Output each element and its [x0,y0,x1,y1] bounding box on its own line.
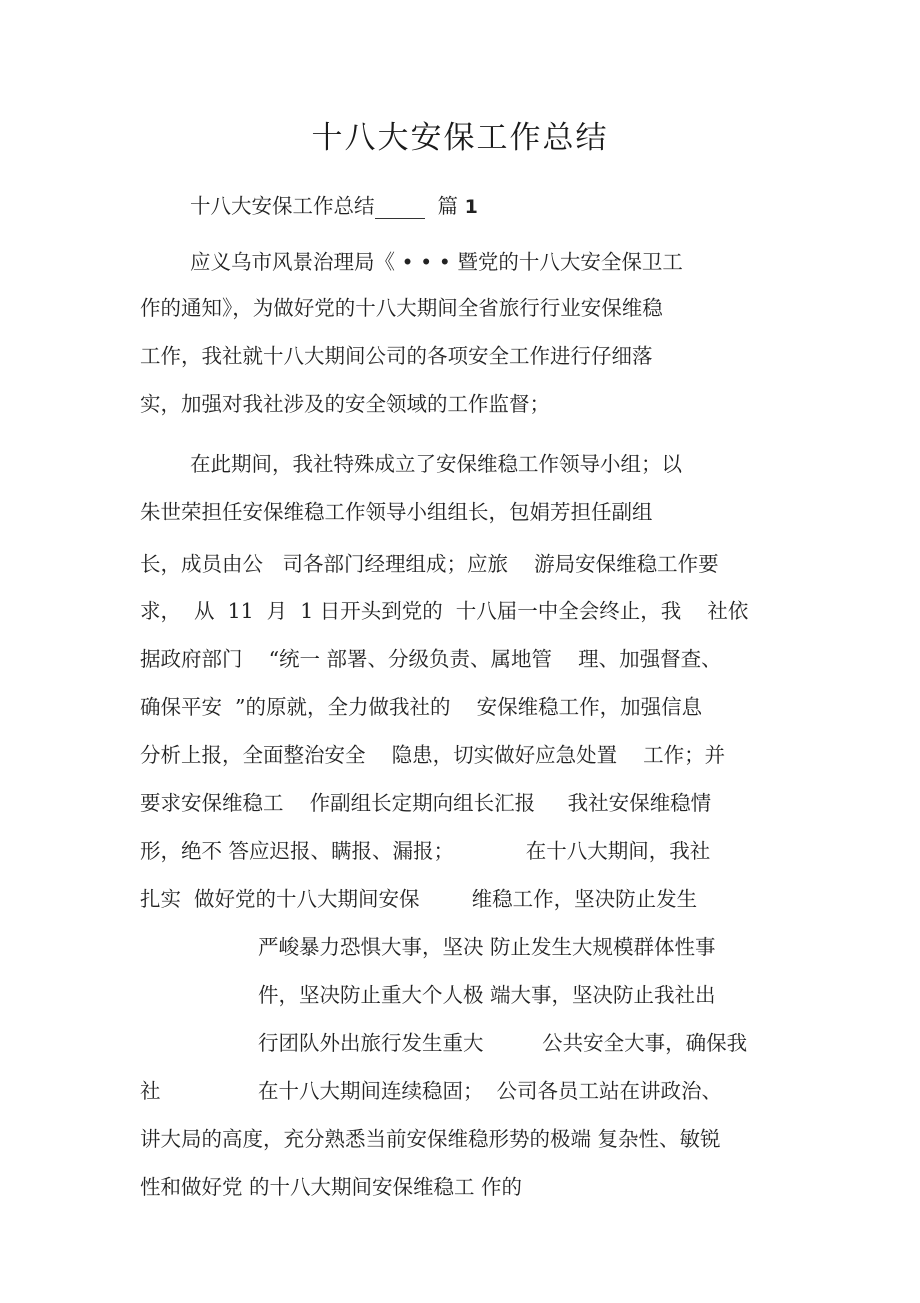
paragraph-line: 求， 从 11 月 1 日开头到党的 十八届一中全会终止，我 社依 [140,599,749,623]
paragraph-line: 要求安保维稳工 作副组长定期向组长汇报 我社安保维稳情 [140,791,712,815]
paragraph-line: 长，成员由公 司各部门经理组成；应旅 游局安保维稳工作要 [140,552,719,576]
subtitle-number: 1 [464,196,478,218]
paragraph-line: 社 [140,1079,161,1103]
paragraph-line: 确保平安 ”的原就，全力做我社的 安保维稳工作，加强信息 [140,695,703,719]
document-subtitle [190,192,478,221]
paragraph-line: 严峻暴力恐惧大事，坚决 防止发生大规模群体性事 [258,935,716,959]
paragraph-line: 应义乌市风景治理局《 • • • 暨党的十八大安全保卫工 [190,250,683,274]
paragraph-line: 在此期间，我社特殊成立了安保维稳工作领导小组；以 [190,452,682,476]
subtitle-text: 十八大安保工作总结 [190,194,375,218]
paragraph-line: 朱世荣担任安保维稳工作领导小组组长，包娟芳担任副组 [140,500,653,524]
paragraph-line: 形，绝不 答应迟报、瞒报、漏报； 在十八大期间，我社 [140,839,711,863]
paragraph-line: 据政府部门 “统一 部署、分级负责、属地管 理、加强督查、 [140,647,722,671]
paragraph-line: 讲大局的高度，充分熟悉当前安保维稳形势的极端 复杂性、敏锐 [140,1127,721,1151]
paragraph-line: 作的通知》，为做好党的十八大期间全省旅行行业安保维稳 [140,296,663,320]
paragraph-line: 行团队外出旅行发生重大 公共安全大事，确保我 [258,1031,748,1055]
paragraph-line: 扎实 做好党的十八大期间安保 维稳工作，坚决防止发生 [140,887,698,911]
paragraph-line: 分析上报，全面整治安全 隐患，切实做好应急处置 工作；并 [140,743,726,767]
paragraph-line: 件，坚决防止重大个人极 端大事，坚决防止我社出 [258,983,716,1007]
subtitle-part: 篇 [437,194,459,218]
subtitle-underline [375,196,425,219]
paragraph-line: 工作，我社就十八大期间公司的各项安全工作进行仔细落 [140,344,653,368]
paragraph-line: 实，加强对我社涉及的安全领域的工作监督； [140,392,550,416]
paragraph-line: 性和做好党 的十八大期间安保维稳工 作的 [140,1175,523,1199]
paragraph-line: 在十八大期间连续稳固； 公司各员工站在讲政治、 [258,1079,723,1103]
document-title: 十八大安保工作总结 [311,120,609,156]
